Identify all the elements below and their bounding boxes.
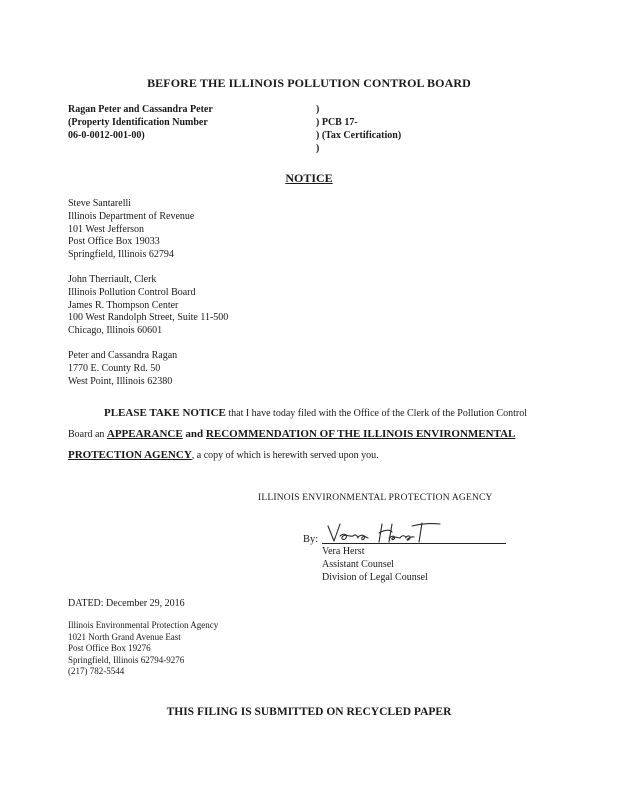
- address-line: Illinois Environmental Protection Agency: [68, 620, 219, 630]
- address-line: Springfield, Illinois 62794-9276: [68, 654, 185, 665]
- address-line: Chicago, Illinois 60601: [68, 325, 163, 337]
- handwritten-signature: [326, 520, 446, 546]
- dated-line: DATED: December 29, 2016: [68, 598, 185, 609]
- recipient-address-block: [68, 350, 177, 388]
- appearance-document: APPEARANCE: [106, 428, 183, 440]
- body-and: and: [182, 428, 206, 440]
- address-line: 1021 North Grand Avenue East: [68, 631, 181, 642]
- address-line: Steve Santarelli: [68, 198, 132, 209]
- notice-heading: NOTICE: [285, 171, 333, 185]
- address-line: 1770 E. County Rd. 50: [68, 362, 161, 374]
- case-caption-parties: [68, 103, 213, 142]
- address-line: West Point, Illinois 62380: [68, 375, 173, 387]
- address-line: James R. Thompson Center: [68, 299, 179, 311]
- document-title: BEFORE THE ILLINOIS POLLUTION CONTROL BOARD: [147, 76, 471, 90]
- address-line: Peter and Cassandra Ragan: [68, 350, 178, 361]
- address-line: Post Office Box 19276: [68, 643, 151, 654]
- agency-address-block: [68, 620, 218, 678]
- caption-line: (Property Identification Number: [68, 117, 208, 128]
- notice-lead: PLEASE TAKE NOTICE: [104, 407, 226, 419]
- caption-line: 06-0-0012-001-00): [68, 130, 145, 141]
- body-text: , a copy of which is herewith served upon you.: [191, 450, 379, 461]
- address-line: Illinois Department of Revenue: [68, 210, 195, 222]
- signature-agency: ILLINOIS ENVIRONMENTAL PROTECTION AGENCY: [258, 493, 493, 503]
- body-text: that I have today filed with the Office of the Clerk of the Pollution Control Board an: [68, 408, 527, 440]
- recipient-address-block: [68, 198, 194, 262]
- address-line: Illinois Pollution Control Board: [68, 286, 196, 298]
- address-line: (217) 782-5544: [68, 666, 125, 677]
- caption-line: ) PCB 17-: [316, 117, 358, 128]
- case-caption-number: [316, 103, 401, 155]
- address-line: John Therriault, Clerk: [68, 274, 157, 285]
- address-line: Springfield, Illinois 62794: [68, 249, 174, 261]
- caption-line: Ragan Peter and Cassandra Peter: [68, 104, 213, 115]
- recipient-address-block: [68, 274, 228, 338]
- recycled-paper-notice: THIS FILING IS SUBMITTED ON RECYCLED PAPER: [166, 706, 452, 718]
- address-line: 101 West Jefferson: [68, 223, 145, 235]
- notice-body-paragraph: [68, 403, 538, 466]
- signer-title: Assistant Counsel: [322, 559, 394, 570]
- caption-line: ): [316, 143, 320, 154]
- address-line: 100 West Randolph Street, Suite 11-500: [68, 312, 229, 324]
- signer-details: [322, 545, 428, 584]
- caption-line: ) (Tax Certification): [316, 130, 402, 141]
- signer-division: Division of Legal Counsel: [322, 572, 428, 583]
- by-label: By:: [303, 534, 319, 545]
- signer-name: Vera Herst: [322, 546, 365, 557]
- caption-line: ): [316, 104, 320, 115]
- address-line: Post Office Box 19033: [68, 236, 160, 248]
- recommendation-document: RECOMMENDATION OF THE ILLINOIS ENVIRONMENTAL PROTECTION AGENCY: [68, 428, 516, 461]
